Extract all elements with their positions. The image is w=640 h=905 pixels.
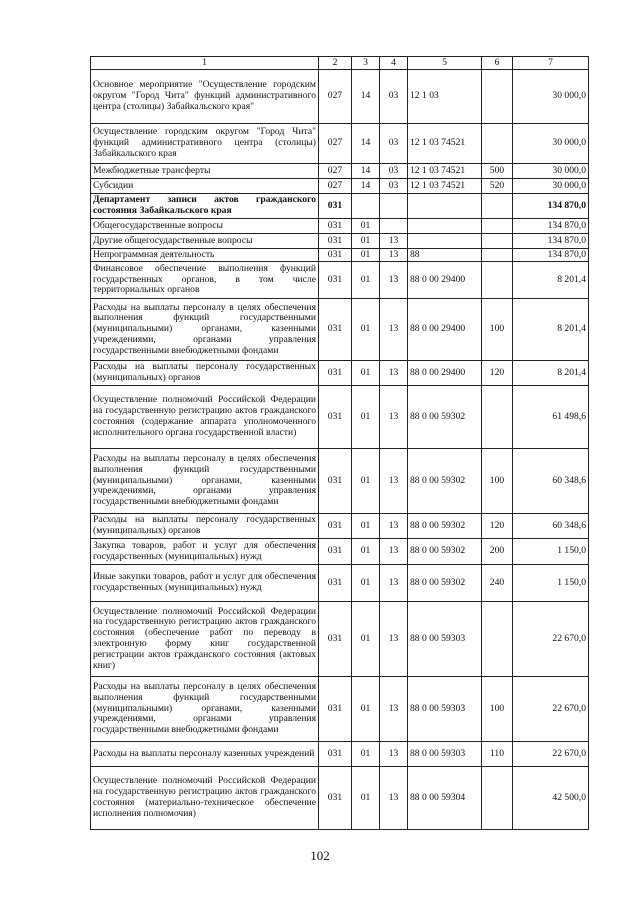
header-cell-6: 6 [482, 57, 513, 70]
row-code-cell: 031 [319, 514, 352, 539]
row-code-cell: 031 [319, 361, 352, 386]
row-amount-cell: 30 000,0 [513, 124, 589, 164]
row-target-article-cell: 12 1 03 74521 [408, 124, 482, 164]
row-name-cell: Иные закупки товаров, работ и услуг для обеспечения государственных (муниципальных) нужд [91, 565, 319, 602]
table-row [91, 249, 589, 262]
row-name-cell: Расходы на выплаты персоналу государственных (муниципальных) органов [91, 514, 319, 539]
row-amount-cell: 30 000,0 [513, 70, 589, 124]
header-cell-7: 7 [513, 57, 589, 70]
row-target-article-cell: 88 0 00 29400 [408, 299, 482, 361]
row-section-cell: 14 [352, 164, 380, 179]
row-code-cell: 031 [319, 565, 352, 602]
row-amount-cell: 134 870,0 [513, 234, 589, 249]
row-code-cell: 031 [319, 677, 352, 742]
row-section-cell: 01 [352, 767, 380, 830]
row-section-cell: 01 [352, 299, 380, 361]
row-name-cell: Осуществление полномочий Российской Федерации на государственную регистрацию актов гражданского состояния (содержание аппарата уполномоченного исполнительного органа государственной власти) [91, 386, 319, 449]
row-code-cell: 031 [319, 299, 352, 361]
header-cell-2: 2 [319, 57, 352, 70]
row-subsection-cell: 13 [380, 262, 408, 299]
row-subsection-cell: 03 [380, 164, 408, 179]
header-cell-1: 1 [91, 57, 319, 70]
row-subsection-cell: 13 [380, 602, 408, 677]
row-subsection-cell: 13 [380, 234, 408, 249]
row-name-cell: Другие общегосударственные вопросы [91, 234, 319, 249]
row-subsection-cell: 13 [380, 677, 408, 742]
row-amount-cell: 60 348,6 [513, 449, 589, 514]
row-code-cell: 031 [319, 219, 352, 234]
row-section-cell: 01 [352, 539, 380, 565]
row-amount-cell: 134 870,0 [513, 219, 589, 234]
row-code-cell: 027 [319, 70, 352, 124]
row-code-cell: 031 [319, 449, 352, 514]
row-amount-cell: 1 150,0 [513, 565, 589, 602]
row-code-cell: 031 [319, 249, 352, 262]
row-expense-type-cell: 500 [482, 164, 513, 179]
table-row [91, 219, 589, 234]
row-name-cell: Расходы на выплаты персоналу государственных (муниципальных) органов [91, 361, 319, 386]
row-expense-type-cell [482, 194, 513, 219]
row-expense-type-cell [482, 234, 513, 249]
row-section-cell: 14 [352, 179, 380, 194]
row-target-article-cell: 88 [408, 249, 482, 262]
row-name-cell: Основное мероприятие "Осуществление городским округом "Город Чита" функций административного центра (столицы) Забайкальского края" [91, 70, 319, 124]
table-row [91, 262, 589, 299]
row-name-cell: Расходы на выплаты персоналу в целях обеспечения выполнения функций государственными (муниципальными) органами, казенными учреждениями, органами управления государственными внебюджетными фондами [91, 449, 319, 514]
row-target-article-cell: 88 0 00 59302 [408, 565, 482, 602]
table-row [91, 386, 589, 449]
row-target-article-cell: 88 0 00 59302 [408, 386, 482, 449]
row-code-cell: 027 [319, 124, 352, 164]
row-subsection-cell: 13 [380, 565, 408, 602]
table-row [91, 179, 589, 194]
table-row [91, 677, 589, 742]
row-expense-type-cell: 520 [482, 179, 513, 194]
row-subsection-cell: 13 [380, 742, 408, 767]
row-section-cell: 01 [352, 514, 380, 539]
row-code-cell: 027 [319, 179, 352, 194]
table-header-row [91, 57, 589, 70]
row-name-cell: Финансовое обеспечение выполнения функций государственных органов, в том числе территориальных органов [91, 262, 319, 299]
row-expense-type-cell: 100 [482, 677, 513, 742]
row-target-article-cell: 12 1 03 74521 [408, 164, 482, 179]
row-section-cell: 01 [352, 565, 380, 602]
table-row [91, 449, 589, 514]
row-subsection-cell: 13 [380, 361, 408, 386]
row-section-cell: 01 [352, 677, 380, 742]
row-expense-type-cell [482, 124, 513, 164]
row-target-article-cell [408, 194, 482, 219]
row-section-cell: 01 [352, 262, 380, 299]
row-section-cell: 01 [352, 249, 380, 262]
row-subsection-cell: 13 [380, 299, 408, 361]
row-subsection-cell: 03 [380, 124, 408, 164]
row-target-article-cell [408, 219, 482, 234]
row-name-cell: Осуществление полномочий Российской Федерации на государственную регистрацию актов гражданского состояния (материально-техническое обеспечение исполнения полномочия) [91, 767, 319, 830]
row-name-cell: Департамент записи актов гражданского состояния Забайкальского края [91, 194, 319, 219]
row-expense-type-cell [482, 249, 513, 262]
row-target-article-cell: 88 0 00 59302 [408, 539, 482, 565]
row-amount-cell: 134 870,0 [513, 194, 589, 219]
row-amount-cell: 61 498,6 [513, 386, 589, 449]
table-row [91, 299, 589, 361]
row-expense-type-cell: 100 [482, 449, 513, 514]
row-amount-cell: 22 670,0 [513, 602, 589, 677]
table-row [91, 124, 589, 164]
row-subsection-cell [380, 219, 408, 234]
row-name-cell: Осуществление городским округом "Город Чита" функций административного центра (столицы) Забайкальского края [91, 124, 319, 164]
row-section-cell: 01 [352, 602, 380, 677]
row-amount-cell: 42 500,0 [513, 767, 589, 830]
budget-table [90, 56, 589, 830]
row-amount-cell: 30 000,0 [513, 179, 589, 194]
row-code-cell: 031 [319, 539, 352, 565]
row-subsection-cell: 13 [380, 386, 408, 449]
row-name-cell: Расходы на выплаты персоналу в целях обеспечения выполнения функций государственными (муниципальными) органами, казенными учреждениями, органами управления государственными внебюджетными фондами [91, 677, 319, 742]
row-name-cell: Межбюджетные трансферты [91, 164, 319, 179]
row-expense-type-cell: 200 [482, 539, 513, 565]
table-row [91, 164, 589, 179]
row-name-cell: Расходы на выплаты персоналу казенных учреждений [91, 742, 319, 767]
row-expense-type-cell [482, 602, 513, 677]
row-target-article-cell: 88 0 00 29400 [408, 361, 482, 386]
table-row [91, 194, 589, 219]
row-code-cell: 031 [319, 742, 352, 767]
row-name-cell: Закупка товаров, работ и услуг для обеспечения государственных (муниципальных) нужд [91, 539, 319, 565]
row-expense-type-cell [482, 262, 513, 299]
row-section-cell: 14 [352, 70, 380, 124]
header-cell-4: 4 [380, 57, 408, 70]
row-target-article-cell: 88 0 00 59302 [408, 449, 482, 514]
row-section-cell: 01 [352, 219, 380, 234]
row-expense-type-cell [482, 767, 513, 830]
row-target-article-cell [408, 234, 482, 249]
table-row [91, 602, 589, 677]
row-expense-type-cell [482, 219, 513, 234]
table-row [91, 539, 589, 565]
row-expense-type-cell: 120 [482, 514, 513, 539]
row-section-cell: 01 [352, 742, 380, 767]
row-section-cell: 01 [352, 234, 380, 249]
row-subsection-cell: 13 [380, 514, 408, 539]
row-section-cell [352, 194, 380, 219]
row-name-cell: Расходы на выплаты персоналу в целях обеспечения выполнения функций государственными (муниципальными) органами, казенными учреждениями, органами управления государственными внебюджетными фондами [91, 299, 319, 361]
row-section-cell: 01 [352, 449, 380, 514]
row-subsection-cell [380, 194, 408, 219]
row-code-cell: 031 [319, 262, 352, 299]
row-subsection-cell: 13 [380, 449, 408, 514]
row-amount-cell: 8 201,4 [513, 262, 589, 299]
row-name-cell: Непрограммная деятельность [91, 249, 319, 262]
row-amount-cell: 22 670,0 [513, 742, 589, 767]
row-target-article-cell: 88 0 00 59303 [408, 742, 482, 767]
row-amount-cell: 8 201,4 [513, 361, 589, 386]
row-target-article-cell: 12 1 03 [408, 70, 482, 124]
row-subsection-cell: 13 [380, 539, 408, 565]
row-target-article-cell: 88 0 00 29400 [408, 262, 482, 299]
row-subsection-cell: 03 [380, 70, 408, 124]
row-section-cell: 14 [352, 124, 380, 164]
table-row [91, 514, 589, 539]
row-target-article-cell: 12 1 03 74521 [408, 179, 482, 194]
row-code-cell: 031 [319, 386, 352, 449]
table-row [91, 767, 589, 830]
row-name-cell: Осуществление полномочий Российской Федерации на государственную регистрацию актов гражданского состояния (обеспечение работ по переводу в электронную форму книг государственной регистрации актов гражданского состояния (актовых книг) [91, 602, 319, 677]
row-subsection-cell: 13 [380, 767, 408, 830]
row-expense-type-cell: 120 [482, 361, 513, 386]
row-subsection-cell: 13 [380, 249, 408, 262]
table-row [91, 234, 589, 249]
row-name-cell: Субсидии [91, 179, 319, 194]
row-expense-type-cell: 240 [482, 565, 513, 602]
table-row [91, 361, 589, 386]
row-amount-cell: 22 670,0 [513, 677, 589, 742]
table-body [91, 57, 589, 830]
row-target-article-cell: 88 0 00 59304 [408, 767, 482, 830]
row-expense-type-cell: 110 [482, 742, 513, 767]
row-name-cell: Общегосударственные вопросы [91, 219, 319, 234]
row-amount-cell: 1 150,0 [513, 539, 589, 565]
row-code-cell: 031 [319, 194, 352, 219]
table-row [91, 70, 589, 124]
row-subsection-cell: 03 [380, 179, 408, 194]
row-code-cell: 031 [319, 767, 352, 830]
row-code-cell: 031 [319, 234, 352, 249]
row-amount-cell: 30 000,0 [513, 164, 589, 179]
row-target-article-cell: 88 0 00 59303 [408, 677, 482, 742]
row-expense-type-cell [482, 386, 513, 449]
table-row [91, 565, 589, 602]
table-row [91, 742, 589, 767]
header-cell-5: 5 [408, 57, 482, 70]
row-section-cell: 01 [352, 386, 380, 449]
page-number: 102 [310, 848, 330, 863]
row-code-cell: 027 [319, 164, 352, 179]
row-amount-cell: 60 348,6 [513, 514, 589, 539]
row-target-article-cell: 88 0 00 59302 [408, 514, 482, 539]
row-section-cell: 01 [352, 361, 380, 386]
row-target-article-cell: 88 0 00 59303 [408, 602, 482, 677]
row-expense-type-cell [482, 70, 513, 124]
header-cell-3: 3 [352, 57, 380, 70]
row-expense-type-cell: 100 [482, 299, 513, 361]
row-amount-cell: 8 201,4 [513, 299, 589, 361]
row-code-cell: 031 [319, 602, 352, 677]
row-amount-cell: 134 870,0 [513, 249, 589, 262]
